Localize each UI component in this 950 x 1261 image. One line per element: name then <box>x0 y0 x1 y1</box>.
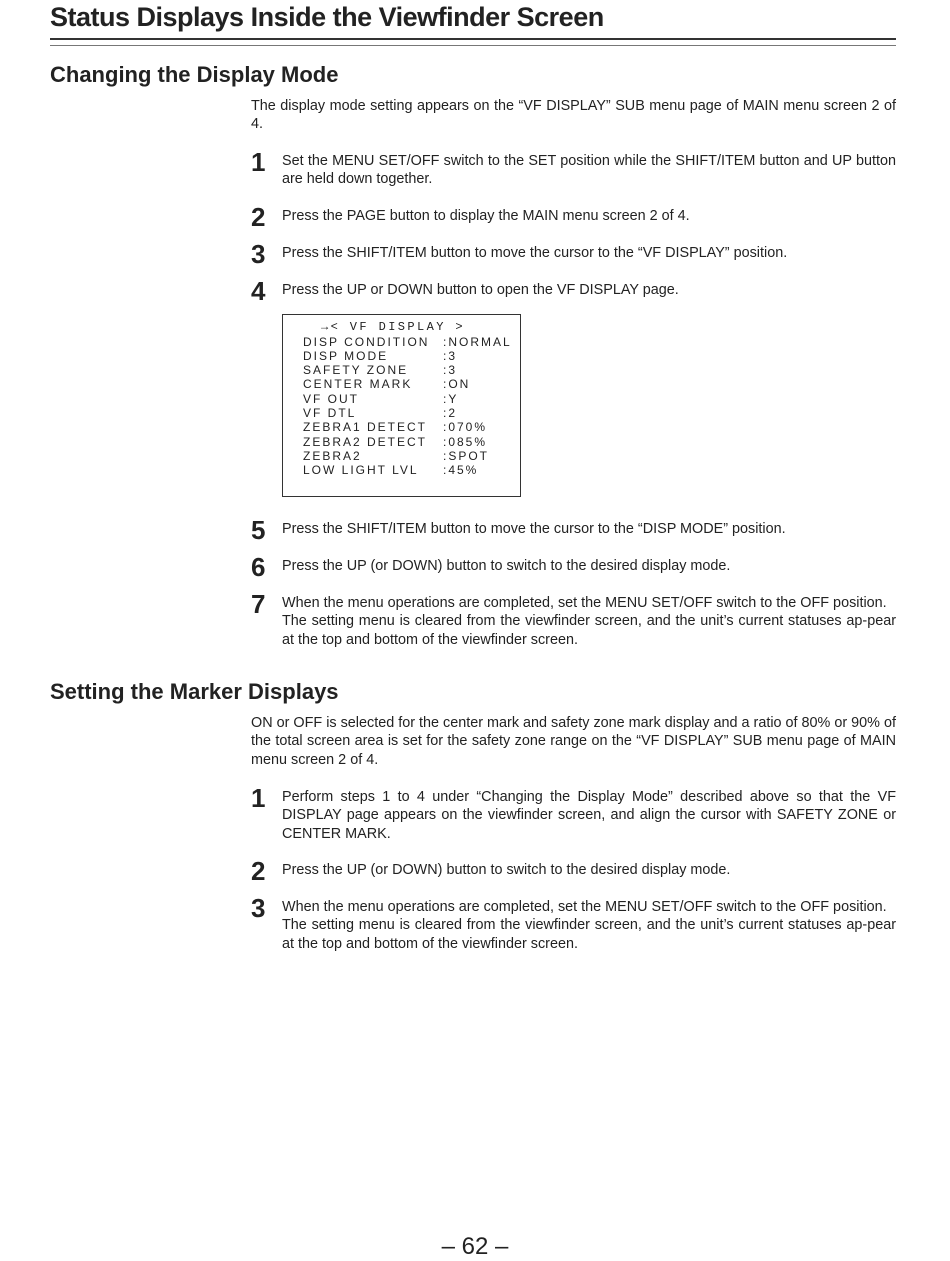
step-text: Perform steps 1 to 4 under “Changing the Display Mode” described above so that the VF DISPLAY page appears on the viewfinder screen, and align the cursor with SAFETY ZONE or CENTER MARK. <box>282 789 896 842</box>
menu-row <box>303 449 518 463</box>
menu-label: LOW LIGHT LVL <box>303 463 419 478</box>
menu-value: :45% <box>443 463 479 478</box>
title-rule-thin <box>50 45 896 46</box>
section-intro: The display mode setting appears on the “VF DISPLAY” SUB menu page of MAIN menu screen 2 of 4. <box>251 98 896 133</box>
step-number: 2 <box>251 856 266 886</box>
menu-label: DISP MODE <box>303 348 389 363</box>
step-text: Press the SHIFT/ITEM button to move the cursor to the “VF DISPLAY” position. <box>282 245 788 261</box>
menu-value: :3 <box>443 363 458 378</box>
step-number: 6 <box>251 552 266 582</box>
section-heading-marker-displays: Setting the Marker Displays <box>50 679 339 704</box>
step-text: Set the MENU SET/OFF switch to the SET position while the SHIFT/ITEM button and UP button are held down together. <box>282 153 896 188</box>
menu-row <box>303 363 518 377</box>
step-number: 3 <box>251 239 266 269</box>
menu-label: VF OUT <box>303 391 359 406</box>
menu-header: →< VF DISPLAY > <box>321 320 466 334</box>
menu-value: :085% <box>443 434 488 449</box>
step-number: 1 <box>251 147 266 177</box>
step-text: When the menu operations are completed, set the MENU SET/OFF switch to the OFF position. <box>282 899 887 915</box>
step-text: Press the SHIFT/ITEM button to move the cursor to the “DISP MODE” position. <box>282 521 786 537</box>
section-intro: ON or OFF is selected for the center mark and safety zone mark display and a ratio of 80% or 90% of the total screen area is set for the safety zone range on the “VF DISPLAY” SUB menu page of MAIN menu screen 2 of 4. <box>251 715 896 768</box>
menu-row <box>303 349 518 363</box>
menu-label: ZEBRA1 DETECT <box>303 420 428 435</box>
menu-row <box>303 335 518 349</box>
step-number: 5 <box>251 515 266 545</box>
menu-label: ZEBRA2 DETECT <box>303 434 428 449</box>
page-title: Status Displays Inside the Viewfinder Screen <box>50 2 604 32</box>
menu-rows <box>303 335 518 478</box>
menu-value: :SPOT <box>443 448 490 463</box>
menu-value: :Y <box>443 391 459 406</box>
menu-row <box>303 420 518 434</box>
menu-row <box>303 406 518 420</box>
title-rule <box>50 38 896 40</box>
step-text: Press the UP or DOWN button to open the VF DISPLAY page. <box>282 282 679 298</box>
step-text: When the menu operations are completed, set the MENU SET/OFF switch to the OFF position. <box>282 595 887 611</box>
step-note: The setting menu is cleared from the viewfinder screen, and the unit’s current statuses ap-pear at the top and bottom of the viewfinder screen. <box>282 613 896 648</box>
vf-display-menu <box>282 314 521 497</box>
menu-value: :070% <box>443 420 488 435</box>
menu-value: :2 <box>443 405 458 420</box>
menu-label: VF DTL <box>303 405 357 420</box>
section-heading-display-mode: Changing the Display Mode <box>50 62 339 87</box>
menu-value: :NORMAL <box>443 334 512 349</box>
menu-value: :3 <box>443 348 458 363</box>
step-number: 3 <box>251 893 266 923</box>
menu-row <box>303 463 518 477</box>
menu-label: ZEBRA2 <box>303 448 362 463</box>
step-text: Press the UP (or DOWN) button to switch to the desired display mode. <box>282 558 731 574</box>
step-number: 4 <box>251 276 266 306</box>
step-number: 2 <box>251 202 266 232</box>
menu-row <box>303 377 518 391</box>
step-text: Press the PAGE button to display the MAIN menu screen 2 of 4. <box>282 208 690 224</box>
page-number: – 62 – <box>441 1233 509 1260</box>
menu-label: DISP CONDITION <box>303 334 430 349</box>
menu-label: SAFETY ZONE <box>303 363 409 378</box>
step-number: 7 <box>251 589 266 619</box>
menu-row <box>303 392 518 406</box>
step-number: 1 <box>251 783 266 813</box>
menu-row <box>303 435 518 449</box>
menu-value: :ON <box>443 377 471 392</box>
menu-label: CENTER MARK <box>303 377 413 392</box>
step-text: Press the UP (or DOWN) button to switch to the desired display mode. <box>282 862 731 878</box>
step-note: The setting menu is cleared from the viewfinder screen, and the unit’s current statuses ap-pear at the top and bottom of the viewfinder screen. <box>282 917 896 952</box>
